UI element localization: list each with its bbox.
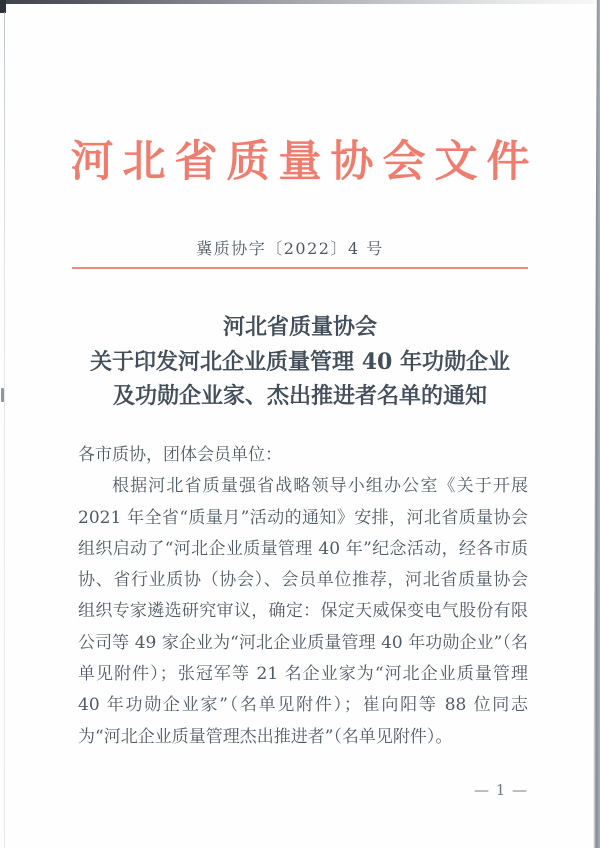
scan-edge-right [593, 0, 600, 848]
title-line-3: 及功勋企业家、杰出推进者名单的通知 [112, 383, 487, 409]
scan-corner-topleft [0, 0, 6, 13]
scan-mark-left [1, 388, 4, 402]
scan-edge-top [0, 0, 600, 4]
document-header-title: 河北省质量协会文件 [70, 137, 539, 187]
body-paragraph: 根据河北省质量强省战略领导小组办公室《关于开展 2021 年全省“质量月”活动的通知》安排，河北省质量协会组织启动了“河北企业质量管理 40 年”纪念活动，经各市质协、省行业质协（协会）、会员单位推荐，河北省质量协会组织专家遴选研究审议，确定：保定天威保变电气股份有限公司等 49 家企业为“河北企业质量管理 40 年功勋企业”（名单见附件）；张冠军等 21 名企业家为“河北企业质量管理 40 年功勋企业家”（名单见附件）；崔向阳等 88 位同志为“河北企业质量管理杰出推进者”（名单见附件）。 [78, 476, 528, 747]
page-number: — 1 — [473, 781, 529, 799]
title-line-1: 河北省质量协会 [222, 314, 377, 340]
document-body [78, 440, 528, 753]
red-divider-rule [72, 267, 528, 269]
salutation-line: 各市质协，团体会员单位： [78, 445, 282, 465]
title-line-2: 关于印发河北企业质量管理 40 年功勋企业 [90, 348, 510, 375]
document-number: 冀质协字〔2022〕4 号 [196, 239, 384, 258]
document-title [40, 310, 560, 414]
